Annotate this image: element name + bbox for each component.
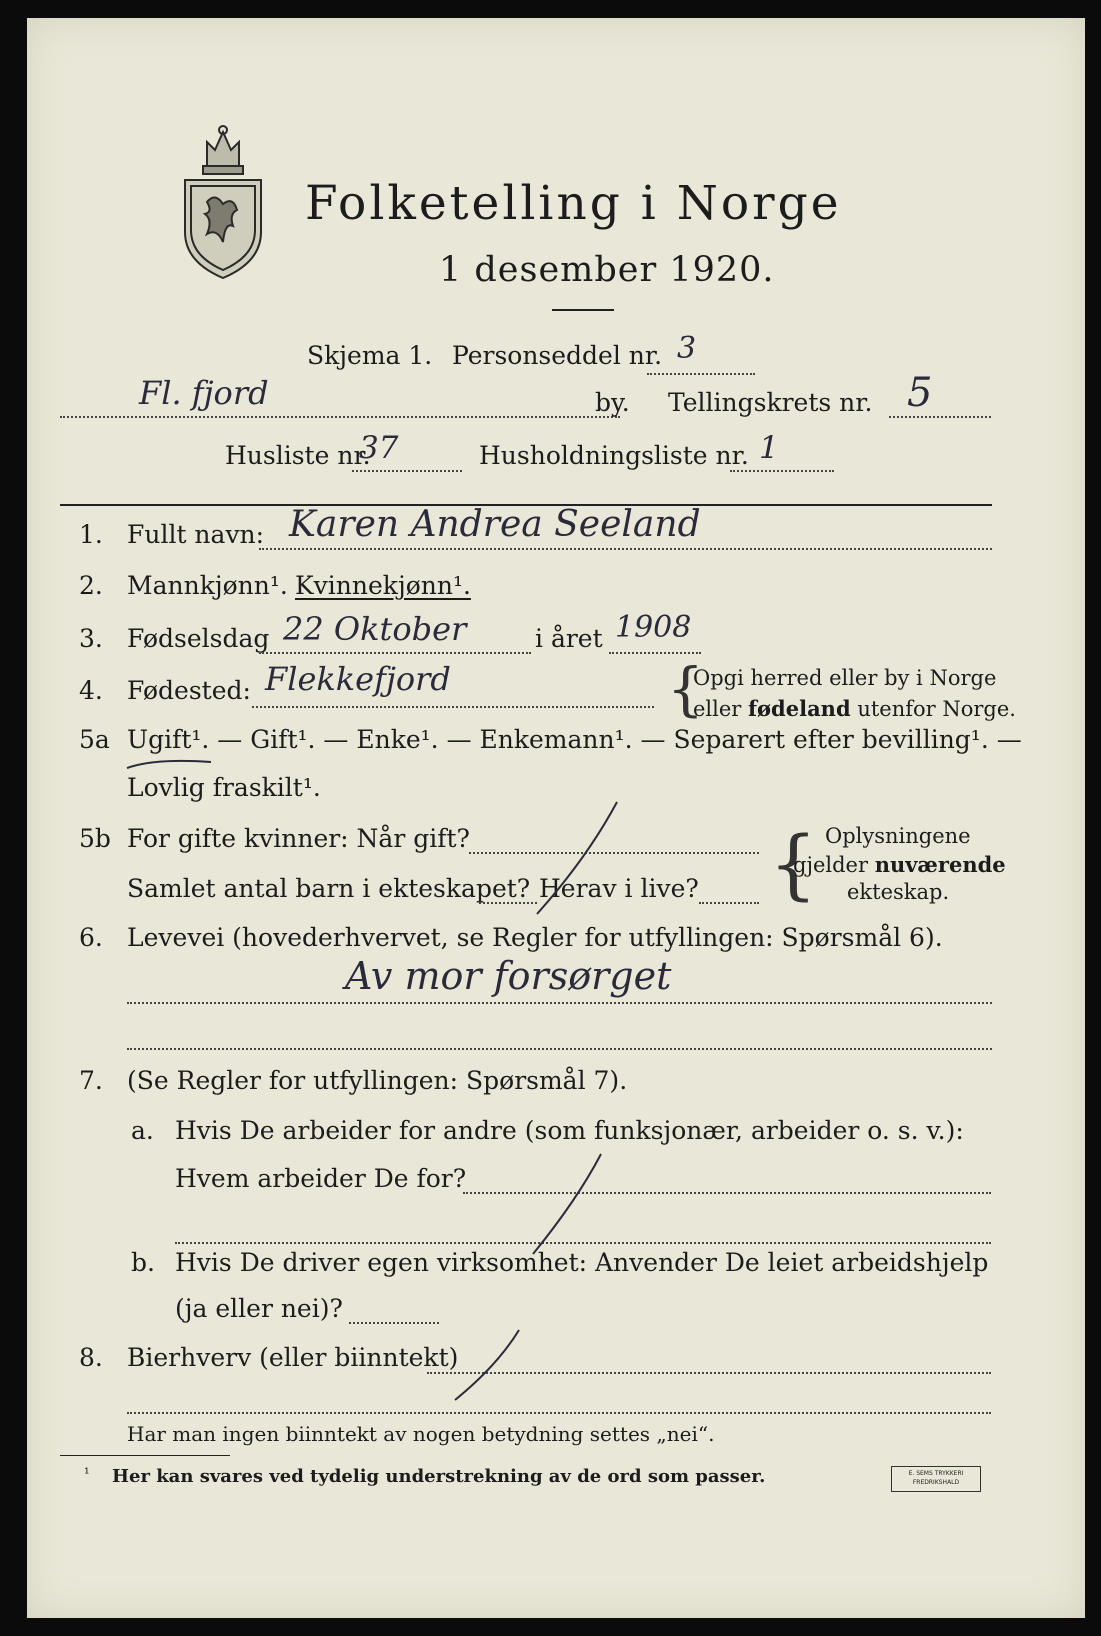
skjema-label: Skjema 1. [307, 341, 433, 370]
q4-number: 4. [79, 676, 103, 705]
children-alive-line [699, 902, 759, 904]
ugift-underline-mark [125, 756, 215, 772]
marital-status-options[interactable]: Ugift¹. — Gift¹. — Enke¹. — Enkemann¹. — Separert efter bevilling¹. — [127, 725, 1022, 754]
q5b-note-line2: gjelder nuværende [793, 852, 1006, 877]
birthplace-label: Fødested: [127, 676, 251, 705]
personseddel-line [647, 373, 755, 375]
tellingskrets-label: Tellingskrets nr. [668, 388, 873, 417]
footnote-rule [60, 1455, 230, 1456]
children-total-label: Samlet antal barn i ekteskapet? [127, 874, 531, 903]
birthday-value[interactable]: 22 Oktober [283, 610, 467, 648]
personseddel-label: Personseddel nr. [452, 341, 663, 370]
by-label: by. [595, 388, 630, 417]
personseddel-value[interactable]: 3 [677, 331, 697, 366]
footnote-text: Her kan svares ved tydelig understrekning av de ord som passer. [112, 1466, 766, 1487]
divorced-option[interactable]: Lovlig fraskilt¹. [127, 773, 321, 802]
birth-year-line [609, 652, 701, 654]
census-form-sheet [27, 18, 1085, 1618]
birthplace-value[interactable]: Flekkefjord [265, 660, 451, 698]
occupation-line1 [127, 1002, 992, 1004]
printer-name: E. SEMS TRYKKERI [908, 1470, 964, 1477]
q1-line [259, 548, 992, 550]
female-option[interactable]: Kvinnekjønn¹. [295, 571, 471, 600]
coat-of-arms-icon [177, 122, 269, 282]
husholdningsliste-line [730, 470, 834, 472]
tellingskrets-value[interactable]: 5 [907, 370, 933, 416]
birthday-label: Fødselsdag [127, 624, 270, 653]
q5b-note-line1: Oplysningene [825, 824, 971, 848]
tellingskrets-line [889, 416, 991, 418]
form-title: Folketelling i Norge [305, 176, 842, 231]
q4-note-line1: Opgi herred eller by i Norge [693, 666, 997, 690]
q7b-question: Hvis De driver egen virksomhet: Anvender De leiet arbeidshjelp [175, 1248, 989, 1277]
by-line [60, 416, 620, 418]
q7a-strike-mark [527, 1150, 607, 1260]
q6-number: 6. [79, 923, 103, 952]
birth-year-value[interactable]: 1908 [615, 610, 692, 645]
husholdningsliste-value[interactable]: 1 [759, 430, 779, 466]
footnote-mark: ¹ [84, 1466, 90, 1482]
q2-number: 2. [79, 571, 103, 600]
q7a-question: Hvis De arbeider for andre (som funksjonær, arbeider o. s. v.): [175, 1116, 964, 1145]
occupation-line2 [127, 1048, 992, 1050]
birthday-line [259, 652, 531, 654]
q8-strike-mark [447, 1326, 527, 1406]
q8-number: 8. [79, 1343, 103, 1372]
q8-note: Har man ingen biinntekt av nogen betydning settes „nei“. [127, 1422, 715, 1446]
q7-number: 7. [79, 1066, 103, 1095]
employer-label: Hvem arbeider De for? [175, 1164, 467, 1193]
occupation-value[interactable]: Av mor forsørget [345, 954, 672, 998]
husliste-label: Husliste nr. [225, 441, 371, 470]
q3-number: 3. [79, 624, 103, 653]
printer-city: FREDRIKSHALD [912, 1479, 960, 1486]
side-income-line2 [127, 1412, 991, 1414]
hired-help-label: (ja eller nei)? [175, 1294, 343, 1323]
by-value[interactable]: Fl. fjord [139, 374, 269, 412]
q5b-number: 5b [79, 824, 111, 853]
q5b-strike-mark [527, 798, 627, 918]
birthplace-line [252, 706, 654, 708]
occupation-label: Levevei (hovederhvervet, se Regler for utfyllingen: Spørsmål 6). [127, 923, 943, 952]
full-name-value[interactable]: Karen Andrea Seeland [289, 504, 701, 545]
husliste-value[interactable]: 37 [359, 430, 399, 466]
title-divider [552, 309, 614, 311]
census-date: 1 desember 1920. [439, 250, 775, 290]
hired-help-line [349, 1322, 439, 1324]
q5b-brace: { [769, 819, 818, 908]
q7a-letter: a. [131, 1116, 154, 1145]
birth-year-label: i året [535, 624, 603, 653]
q1-number: 1. [79, 520, 103, 549]
children-alive-label: Herav i live? [539, 874, 699, 903]
q4-note-line2: eller fødeland utenfor Norge. [693, 696, 1016, 721]
q7b-letter: b. [131, 1248, 155, 1277]
male-option[interactable]: Mannkjønn¹. [127, 571, 288, 600]
q5a-number: 5a [79, 725, 110, 754]
q7-label: (Se Regler for utfyllingen: Spørsmål 7). [127, 1066, 628, 1095]
printer-stamp [891, 1466, 981, 1492]
side-income-label: Bierhverv (eller biinntekt) [127, 1343, 459, 1372]
q1-label: Fullt navn: [127, 520, 265, 549]
married-when-label: For gifte kvinner: Når gift? [127, 824, 470, 853]
q5b-note-line3: ekteskap. [847, 880, 950, 904]
q4-brace: { [667, 655, 704, 723]
husliste-line [352, 470, 462, 472]
husholdningsliste-label: Husholdningsliste nr. [479, 441, 749, 470]
